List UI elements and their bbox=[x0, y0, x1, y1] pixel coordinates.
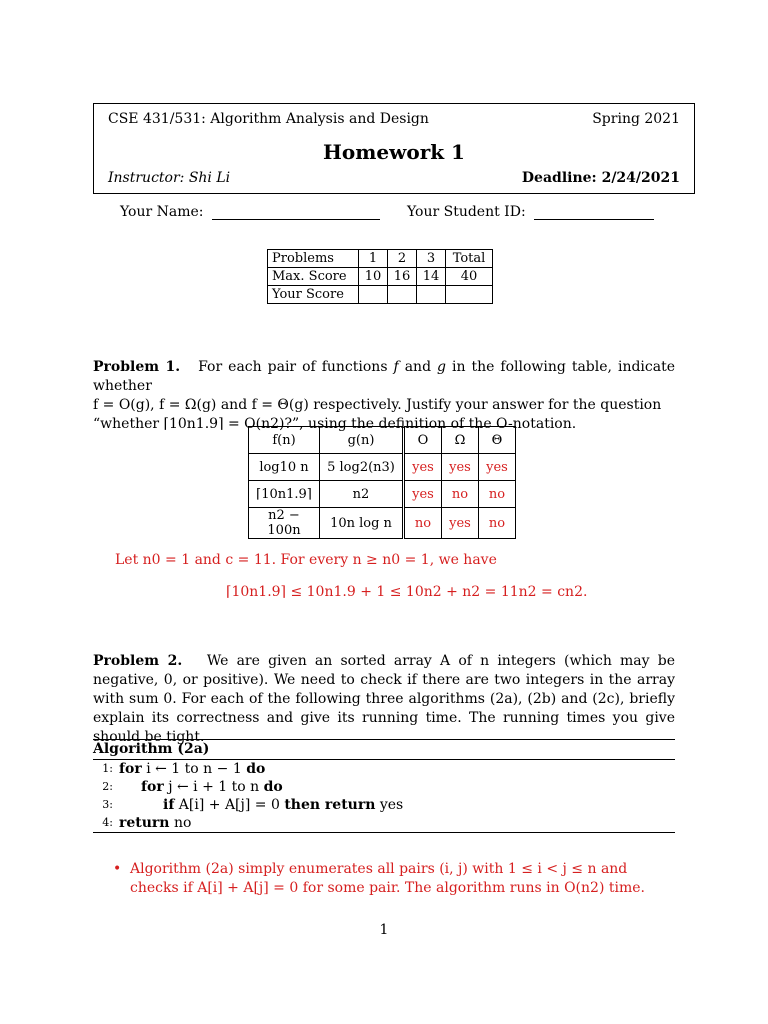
keyword: for bbox=[119, 761, 142, 777]
table-cell: n2 − 100n bbox=[249, 508, 320, 539]
table-row bbox=[249, 454, 516, 481]
algorithm-block bbox=[93, 739, 675, 833]
score-entry[interactable] bbox=[446, 286, 493, 304]
table-header: Ω bbox=[442, 427, 479, 454]
table-cell: 40 bbox=[446, 268, 493, 286]
table-cell: Problems bbox=[268, 250, 359, 268]
code-text: yes bbox=[379, 797, 404, 813]
line-number: 3: bbox=[102, 798, 113, 811]
table-row bbox=[249, 481, 516, 508]
problem1-and: and bbox=[404, 359, 432, 375]
answer-cell: no bbox=[479, 508, 516, 539]
table-row bbox=[249, 427, 516, 454]
table-row bbox=[249, 508, 516, 539]
name-row bbox=[120, 204, 380, 220]
score-entry[interactable] bbox=[359, 286, 388, 304]
code-text: i ← 1 to n − 1 bbox=[146, 761, 242, 777]
score-entry[interactable] bbox=[417, 286, 446, 304]
answer-cell: no bbox=[404, 508, 442, 539]
table-cell: 1 bbox=[359, 250, 388, 268]
answer-cell: yes bbox=[442, 508, 479, 539]
line-number: 2: bbox=[102, 780, 113, 793]
algorithm-bottom-rule bbox=[93, 832, 675, 833]
line-code bbox=[119, 814, 191, 832]
code-text: no bbox=[173, 815, 192, 831]
table-cell: 16 bbox=[388, 268, 417, 286]
problem2a-answer bbox=[113, 860, 675, 898]
student-id-label: Your Student ID: bbox=[407, 204, 526, 220]
table-cell: 14 bbox=[417, 268, 446, 286]
line-number: 1: bbox=[102, 762, 113, 775]
answer-cell: yes bbox=[479, 454, 516, 481]
line-number: 4: bbox=[102, 816, 113, 829]
problem1-g: g bbox=[437, 359, 446, 375]
table-cell: Max. Score bbox=[268, 268, 359, 286]
name-blank[interactable] bbox=[212, 205, 380, 220]
course-title: CSE 431/531: Algorithm Analysis and Design bbox=[108, 111, 429, 127]
keyword: if bbox=[163, 797, 175, 813]
table-row bbox=[268, 268, 493, 286]
instructor: Instructor: Shi Li bbox=[108, 170, 231, 186]
table-header: O bbox=[404, 427, 442, 454]
algorithm-caption: Algorithm (2a) bbox=[93, 741, 210, 757]
problem2-statement bbox=[93, 652, 675, 747]
line-code bbox=[119, 760, 265, 778]
table-cell: 5 log2(n3) bbox=[320, 454, 404, 481]
term: Spring 2021 bbox=[592, 111, 680, 127]
problem1-text-2: in the following table, indicate whether bbox=[93, 359, 676, 394]
student-id-row bbox=[407, 204, 654, 220]
problem2-text: We are given an sorted array A of n integers (which may be negative, 0, or positive). We need to check if there are two integers in the array with sum 0. For each of the following three algorithms (2a), (2b) and (2c), briefly explain its correctness and give its running time. The running times you give should be tight. bbox=[93, 653, 675, 745]
deadline: Deadline: 2/24/2021 bbox=[521, 170, 680, 186]
table-header: Θ bbox=[479, 427, 516, 454]
answer-cell: yes bbox=[404, 454, 442, 481]
keyword: do bbox=[246, 761, 266, 777]
algorithm-line bbox=[93, 796, 675, 814]
line-code bbox=[163, 796, 403, 814]
table-cell: ⌈10n1.9⌉ bbox=[249, 481, 320, 508]
table-header: f(n) bbox=[249, 427, 320, 454]
table-header: g(n) bbox=[320, 427, 404, 454]
score-entry[interactable] bbox=[388, 286, 417, 304]
table-cell: log10 n bbox=[249, 454, 320, 481]
score-table bbox=[267, 249, 493, 304]
answer-cell: yes bbox=[404, 481, 442, 508]
problem1-text: For each pair of functions bbox=[198, 359, 388, 375]
problem1-statement bbox=[93, 358, 675, 434]
name-label: Your Name: bbox=[120, 204, 204, 220]
line-code bbox=[141, 778, 283, 796]
keyword: then return bbox=[284, 797, 376, 813]
algorithm-line bbox=[93, 760, 675, 778]
problem1-line3: “whether ⌈10n1.9⌉ = O(n2)?”, using the definition of the O-notation. bbox=[93, 416, 577, 432]
answer-cell: yes bbox=[442, 454, 479, 481]
keyword: do bbox=[263, 779, 283, 795]
function-table bbox=[248, 426, 516, 539]
problem1-heading: Problem 1. bbox=[93, 359, 181, 375]
table-cell: 3 bbox=[417, 250, 446, 268]
answer-cell: no bbox=[442, 481, 479, 508]
proof-line-1: Let n0 = 1 and c = 11. For every n ≥ n0 = 1, we have bbox=[115, 552, 497, 568]
table-cell: Your Score bbox=[268, 286, 359, 304]
proof-line-2: ⌈10n1.9⌉ ≤ 10n1.9 + 1 ≤ 10n2 + n2 = 11n2 = cn2. bbox=[226, 584, 588, 600]
algorithm-line bbox=[93, 814, 675, 832]
answer-cell: no bbox=[479, 481, 516, 508]
keyword: return bbox=[119, 815, 170, 831]
table-cell: 2 bbox=[388, 250, 417, 268]
table-cell: Total bbox=[446, 250, 493, 268]
table-cell: 10n log n bbox=[320, 508, 404, 539]
code-text: j ← i + 1 to n bbox=[168, 779, 260, 795]
answer-text: Algorithm (2a) simply enumerates all pairs (i, j) with 1 ≤ i < j ≤ n and checks if A[i] + A[j] = 0 for some pair. The algorithm runs in O(n2) time. bbox=[130, 861, 645, 896]
table-row bbox=[268, 250, 493, 268]
header-box bbox=[93, 103, 695, 194]
code-text: A[i] + A[j] = 0 bbox=[178, 797, 280, 813]
table-cell: n2 bbox=[320, 481, 404, 508]
student-id-blank[interactable] bbox=[534, 205, 654, 220]
problem1-line2: f = O(g), f = Ω(g) and f = Θ(g) respectively. Justify your answer for the question bbox=[93, 397, 662, 413]
table-cell: 10 bbox=[359, 268, 388, 286]
algorithm-line bbox=[93, 778, 675, 796]
problem1-f: f bbox=[393, 359, 399, 375]
table-row bbox=[268, 286, 493, 304]
bullet-icon: • bbox=[113, 861, 122, 877]
page-number: 1 bbox=[379, 922, 389, 938]
keyword: for bbox=[141, 779, 164, 795]
problem2-heading: Problem 2. bbox=[93, 653, 183, 669]
page-title: Homework 1 bbox=[323, 140, 465, 164]
